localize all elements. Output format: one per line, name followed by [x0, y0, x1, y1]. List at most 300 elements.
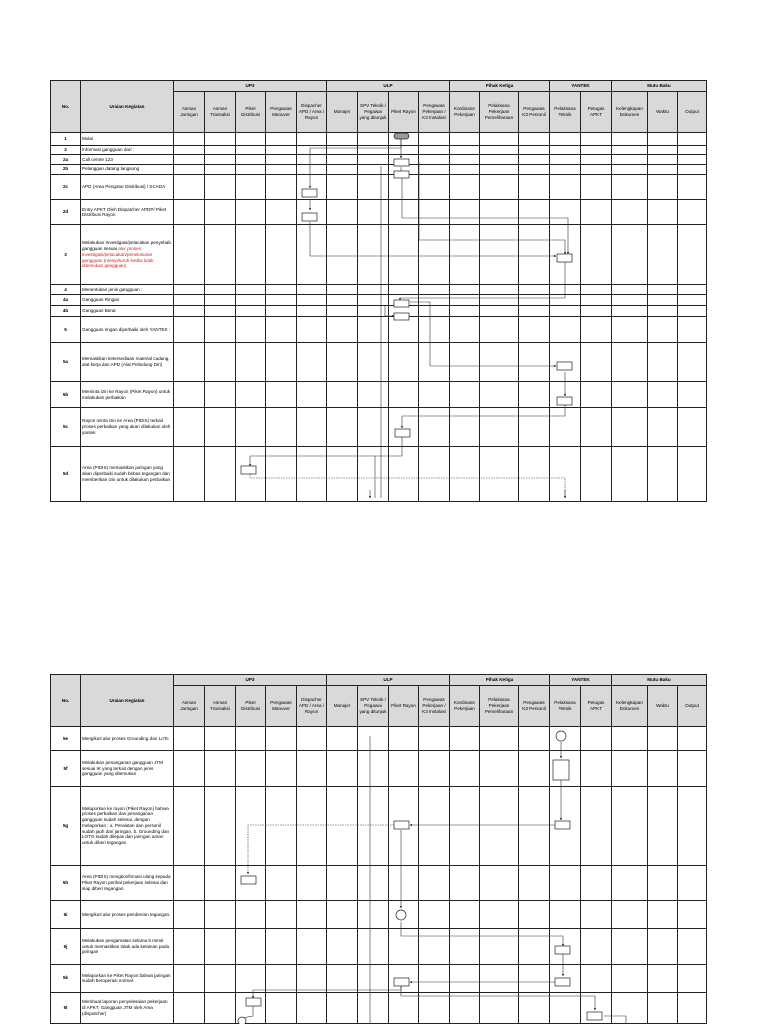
- lane-cell: [612, 164, 648, 174]
- lane-cell: [450, 408, 480, 447]
- step-description: [81, 965, 174, 992]
- lane-cell: [174, 305, 205, 316]
- step-number: 2d: [51, 200, 81, 225]
- lane-cell: [648, 786, 678, 865]
- lane-cell: [205, 992, 236, 1023]
- lane-cell: [236, 305, 266, 316]
- step-description: [81, 316, 174, 342]
- lane-cell: [297, 343, 327, 382]
- step-number: 4a: [51, 294, 81, 305]
- lane-cell: [519, 727, 550, 751]
- step-number: 5a: [51, 343, 81, 382]
- step-row-5: [51, 316, 707, 342]
- lane-cell: [419, 786, 450, 865]
- lane-cell: [205, 343, 236, 382]
- lane-cell: [612, 343, 648, 382]
- lane-cell: [648, 965, 678, 992]
- lane-cell: [205, 786, 236, 865]
- lane-cell: [266, 316, 297, 342]
- lane-cell: [358, 133, 389, 146]
- lane-cell: [327, 343, 358, 382]
- lane-cell: [266, 381, 297, 407]
- lane-cell: [205, 408, 236, 447]
- step-text: Gangguan ringan diperbaiki oleh YANTEK :: [82, 326, 171, 332]
- step-row-5k: [51, 965, 707, 992]
- role-header-piket-distribusi: Piket Distribusi: [236, 92, 266, 133]
- step-text: Mulai: [82, 136, 93, 142]
- lane-cell: [358, 865, 389, 900]
- lane-cell: [236, 174, 266, 199]
- lane-cell: [389, 174, 419, 199]
- lane-cell: [450, 865, 480, 900]
- step-text: Informasi gangguan dari :: [82, 147, 135, 153]
- lane-cell: [450, 965, 480, 992]
- lane-cell: [327, 155, 358, 165]
- step-row-2: [51, 146, 707, 155]
- header-uraian-kegiatan: Uraian Kegiatan: [81, 81, 174, 133]
- lane-cell: [236, 200, 266, 225]
- lane-cell: [389, 294, 419, 305]
- step-number: 5j: [51, 928, 81, 964]
- lane-cell: [419, 381, 450, 407]
- step-text: Gangguan Berat: [82, 307, 116, 313]
- group-up3: UP3: [174, 81, 327, 92]
- lane-cell: [174, 343, 205, 382]
- role-header-asman-jaringan: Asman Jaringan: [174, 92, 205, 133]
- lane-cell: [297, 146, 327, 155]
- lane-cell: [678, 294, 707, 305]
- lane-cell: [174, 928, 205, 964]
- step-text: Pelanggan datang langsung: [82, 166, 140, 172]
- lane-cell: [266, 284, 297, 294]
- lane-cell: [174, 316, 205, 342]
- step-number: 2c: [51, 174, 81, 199]
- lane-cell: [327, 284, 358, 294]
- lane-cell: [297, 305, 327, 316]
- step-number: 2: [51, 146, 81, 155]
- role-header-kelengkapan-dokumen: Kelengkapan Dokumen: [612, 92, 648, 133]
- step-text: Call centre 123: [82, 156, 113, 162]
- lane-cell: [389, 992, 419, 1023]
- lane-cell: [174, 133, 205, 146]
- lane-cell: [550, 316, 581, 342]
- lane-cell: [550, 146, 581, 155]
- lane-cell: [358, 965, 389, 992]
- group-pihak-ketiga: Pihak Ketiga: [450, 81, 550, 92]
- step-number: 5h: [51, 865, 81, 900]
- lane-cell: [297, 408, 327, 447]
- lane-cell: [236, 865, 266, 900]
- lane-cell: [266, 305, 297, 316]
- lane-cell: [236, 408, 266, 447]
- lane-cell: [174, 284, 205, 294]
- lane-cell: [480, 727, 519, 751]
- lane-cell: [480, 408, 519, 447]
- role-header-manajer: Manajer: [327, 92, 358, 133]
- step-text: Melaporkan ke Piket Rayon bahwa jaringan sudah beroperasi normal: [82, 972, 171, 984]
- role-header-kelengkapan-dokumen: Kelengkapan Dokumen: [612, 686, 648, 727]
- lane-cell: [358, 928, 389, 964]
- lane-cell: [419, 408, 450, 447]
- role-header-pelaksana-pekerjaan-pemeliharaan: Pelaksana Pekerjaan Pemeliharaan: [480, 686, 519, 727]
- lane-cell: [389, 343, 419, 382]
- lane-cell: [612, 928, 648, 964]
- lane-cell: [205, 133, 236, 146]
- lane-cell: [297, 865, 327, 900]
- step-description: [81, 381, 174, 407]
- lane-cell: [266, 294, 297, 305]
- lane-cell: [678, 928, 707, 964]
- lane-cell: [389, 164, 419, 174]
- role-header-asman-transaksi: Asman Transaksi: [205, 686, 236, 727]
- header-no: No.: [51, 81, 81, 133]
- step-row-5b: [51, 381, 707, 407]
- group-yantek: YANTEK: [550, 675, 612, 686]
- lane-cell: [450, 786, 480, 865]
- lane-cell: [327, 751, 358, 786]
- lane-cell: [297, 200, 327, 225]
- lane-cell: [519, 446, 550, 501]
- lane-cell: [419, 928, 450, 964]
- lane-cell: [266, 865, 297, 900]
- role-header-pelaksana-teknik: Pelaksana Teknik: [550, 92, 581, 133]
- lane-cell: [266, 786, 297, 865]
- step-text: Menentukan jenis gangguan :: [82, 286, 143, 292]
- lane-cell: [678, 786, 707, 865]
- step-description: [81, 155, 174, 165]
- lane-cell: [389, 928, 419, 964]
- lane-cell: [581, 225, 612, 284]
- lane-cell: [358, 155, 389, 165]
- lane-cell: [358, 294, 389, 305]
- lane-cell: [297, 446, 327, 501]
- lane-cell: [266, 727, 297, 751]
- lane-cell: [550, 865, 581, 900]
- lane-cell: [519, 965, 550, 992]
- step-number: 5d: [51, 446, 81, 501]
- lane-cell: [327, 133, 358, 146]
- lane-cell: [581, 284, 612, 294]
- lane-cell: [236, 992, 266, 1023]
- lane-cell: [678, 965, 707, 992]
- lane-cell: [358, 901, 389, 928]
- role-header-pelaksana-teknik: Pelaksana Teknik: [550, 686, 581, 727]
- step-text: Entry APKT Oleh Dispatcher APDP/ Piket Distribusi Rayon: [82, 206, 167, 218]
- role-header-piket-rayon: Piket Rayon: [389, 92, 419, 133]
- lane-cell: [205, 928, 236, 964]
- lane-cell: [174, 174, 205, 199]
- step-number: 5b: [51, 381, 81, 407]
- role-header-asman-jaringan: Asman Jaringan: [174, 686, 205, 727]
- lane-cell: [519, 928, 550, 964]
- lane-cell: [612, 408, 648, 447]
- lane-cell: [205, 865, 236, 900]
- step-row-5f: [51, 751, 707, 786]
- lane-cell: [581, 865, 612, 900]
- lane-cell: [550, 284, 581, 294]
- lane-cell: [450, 343, 480, 382]
- lane-cell: [266, 965, 297, 992]
- lane-cell: [297, 225, 327, 284]
- group-mutu-baku: Mutu Baku: [612, 675, 707, 686]
- lane-cell: [648, 446, 678, 501]
- lane-cell: [358, 200, 389, 225]
- step-text: Area (PIDIS) memastikan jaringan yang akan diperbaiki sudah bebas tegangan dan memberikan izin untuk dilakukan perbaikan: [82, 465, 171, 482]
- lane-cell: [358, 381, 389, 407]
- lane-cell: [205, 305, 236, 316]
- role-header-output: Output: [678, 686, 707, 727]
- lane-cell: [519, 786, 550, 865]
- lane-cell: [419, 446, 450, 501]
- step-row-5j: [51, 928, 707, 964]
- lane-cell: [480, 164, 519, 174]
- lane-cell: [297, 164, 327, 174]
- step-description: [81, 284, 174, 294]
- lane-cell: [297, 992, 327, 1023]
- lane-cell: [648, 225, 678, 284]
- lane-cell: [612, 381, 648, 407]
- role-header-waktu: Waktu: [648, 92, 678, 133]
- step-description: [81, 343, 174, 382]
- lane-cell: [480, 965, 519, 992]
- lane-cell: [358, 164, 389, 174]
- lane-cell: [581, 786, 612, 865]
- lane-cell: [419, 305, 450, 316]
- lane-cell: [450, 727, 480, 751]
- lane-cell: [480, 225, 519, 284]
- lane-cell: [327, 786, 358, 865]
- lane-cell: [678, 146, 707, 155]
- lane-cell: [480, 786, 519, 865]
- lane-cell: [450, 155, 480, 165]
- lane-cell: [419, 316, 450, 342]
- step-number: 5e: [51, 727, 81, 751]
- lane-cell: [236, 225, 266, 284]
- lane-cell: [174, 200, 205, 225]
- step-text: Area (PIDIS) mengkonfirmasi ulang kepada Piket Rayon perihal pekerjaan selesai dan siap diberi tegangan.: [82, 874, 171, 891]
- lane-cell: [480, 305, 519, 316]
- lane-cell: [450, 146, 480, 155]
- lane-cell: [480, 751, 519, 786]
- step-description: [81, 865, 174, 900]
- lane-cell: [550, 174, 581, 199]
- lane-cell: [480, 155, 519, 165]
- lane-cell: [389, 225, 419, 284]
- lane-cell: [358, 146, 389, 155]
- lane-cell: [389, 751, 419, 786]
- lane-cell: [519, 146, 550, 155]
- lane-cell: [450, 200, 480, 225]
- lane-cell: [297, 294, 327, 305]
- lane-cell: [519, 751, 550, 786]
- lane-cell: [648, 901, 678, 928]
- lane-cell: [174, 751, 205, 786]
- lane-cell: [174, 786, 205, 865]
- lane-cell: [519, 200, 550, 225]
- procedure-table-2: [50, 674, 707, 1024]
- step-text: Melakukan penanganan gangguan JTM sesuai IK yang terkait dengan jenis gangguan yang ditemukan: [82, 759, 163, 777]
- lane-cell: [480, 343, 519, 382]
- step-description: [81, 446, 174, 501]
- lane-cell: [678, 164, 707, 174]
- lane-cell: [612, 865, 648, 900]
- role-header-kordinator-pekerjaan: Kordinator Pekerjaan: [450, 92, 480, 133]
- lane-cell: [419, 284, 450, 294]
- lane-cell: [450, 294, 480, 305]
- lane-cell: [519, 155, 550, 165]
- lane-cell: [648, 928, 678, 964]
- lane-cell: [297, 133, 327, 146]
- lane-cell: [419, 200, 450, 225]
- role-header-pengawas-manuver: Pengawas Manuver: [266, 686, 297, 727]
- role-header-pelaksana-pekerjaan-pemeliharaan: Pelaksana Pekerjaan Pemeliharaan: [480, 92, 519, 133]
- lane-cell: [550, 446, 581, 501]
- step-description: [81, 200, 174, 225]
- lane-cell: [327, 294, 358, 305]
- lane-cell: [297, 174, 327, 199]
- lane-cell: [358, 225, 389, 284]
- lane-cell: [236, 316, 266, 342]
- lane-cell: [358, 174, 389, 199]
- lane-cell: [174, 155, 205, 165]
- lane-cell: [519, 408, 550, 447]
- lane-cell: [419, 294, 450, 305]
- lane-cell: [389, 381, 419, 407]
- lane-cell: [550, 155, 581, 165]
- lane-cell: [450, 133, 480, 146]
- lane-cell: [612, 146, 648, 155]
- step-number: 5l: [51, 992, 81, 1023]
- lane-cell: [519, 992, 550, 1023]
- step-text: Mengikuti alur proses Grounding dan LoTo: [82, 735, 169, 741]
- lane-cell: [519, 865, 550, 900]
- lane-cell: [581, 133, 612, 146]
- lane-cell: [550, 305, 581, 316]
- lane-cell: [266, 901, 297, 928]
- step-text: Memastikan ketersediaan material cadang, alat kerja dan APD (Alat Pelindung Diri): [82, 356, 170, 368]
- lane-cell: [236, 786, 266, 865]
- lane-cell: [266, 928, 297, 964]
- lane-cell: [266, 992, 297, 1023]
- role-header-pengawas-manuver: Pengawas Manuver: [266, 92, 297, 133]
- lane-cell: [389, 316, 419, 342]
- step-row-5g: [51, 786, 707, 865]
- lane-cell: [450, 164, 480, 174]
- role-header-pengawas-k3-personil: Pengawas K3 Personil: [519, 686, 550, 727]
- lane-cell: [648, 305, 678, 316]
- lane-cell: [550, 928, 581, 964]
- lane-cell: [236, 751, 266, 786]
- lane-cell: [678, 155, 707, 165]
- lane-cell: [205, 200, 236, 225]
- lane-cell: [480, 865, 519, 900]
- step-description: [81, 786, 174, 865]
- lane-cell: [358, 284, 389, 294]
- lane-cell: [236, 446, 266, 501]
- lane-cell: [266, 155, 297, 165]
- lane-cell: [648, 408, 678, 447]
- lane-cell: [419, 146, 450, 155]
- role-header-spv-teknik-pegawai-yang-ditunjuk: SPV Teknik / Pegawai yang ditunjuk: [358, 92, 389, 133]
- lane-cell: [450, 928, 480, 964]
- lane-cell: [236, 155, 266, 165]
- lane-cell: [648, 200, 678, 225]
- lane-cell: [236, 294, 266, 305]
- lane-cell: [236, 284, 266, 294]
- role-header-pengawas-pekerjaan-k3-instalasi: Pengawas Pekerjaan / K3 Instalasi: [419, 686, 450, 727]
- lane-cell: [205, 446, 236, 501]
- lane-cell: [550, 901, 581, 928]
- lane-cell: [581, 294, 612, 305]
- lane-cell: [266, 225, 297, 284]
- lane-cell: [480, 174, 519, 199]
- step-number: 4b: [51, 305, 81, 316]
- lane-cell: [581, 751, 612, 786]
- lane-cell: [581, 408, 612, 447]
- header-uraian-kegiatan: Uraian Kegiatan: [81, 675, 174, 727]
- lane-cell: [550, 133, 581, 146]
- step-text: Melakukan pengamatan selama 5 menit untuk memastikan tidak ada kelainan pada jaringan: [82, 937, 170, 955]
- lane-cell: [358, 751, 389, 786]
- lane-cell: [550, 200, 581, 225]
- lane-cell: [648, 155, 678, 165]
- lane-cell: [389, 146, 419, 155]
- lane-cell: [389, 305, 419, 316]
- lane-cell: [205, 155, 236, 165]
- role-header-petugas-apkt: Petugas APKT: [581, 92, 612, 133]
- lane-cell: [612, 751, 648, 786]
- lane-cell: [480, 928, 519, 964]
- lane-cell: [389, 786, 419, 865]
- lane-cell: [327, 200, 358, 225]
- lane-cell: [174, 901, 205, 928]
- lane-cell: [612, 225, 648, 284]
- lane-cell: [236, 381, 266, 407]
- lane-cell: [612, 155, 648, 165]
- lane-cell: [678, 446, 707, 501]
- lane-cell: [205, 381, 236, 407]
- lane-cell: [205, 164, 236, 174]
- lane-cell: [174, 146, 205, 155]
- lane-cell: [389, 965, 419, 992]
- lane-cell: [612, 305, 648, 316]
- step-row-2c: [51, 174, 707, 199]
- lane-cell: [174, 727, 205, 751]
- lane-cell: [419, 343, 450, 382]
- lane-cell: [174, 992, 205, 1023]
- lane-cell: [480, 200, 519, 225]
- lane-cell: [612, 294, 648, 305]
- step-row-5c: [51, 408, 707, 447]
- step-row-4b: [51, 305, 707, 316]
- lane-cell: [389, 284, 419, 294]
- role-header-piket-distribusi: Piket Distribusi: [236, 686, 266, 727]
- lane-cell: [480, 133, 519, 146]
- step-number: 2a: [51, 155, 81, 165]
- lane-cell: [450, 284, 480, 294]
- lane-cell: [266, 343, 297, 382]
- lane-cell: [205, 727, 236, 751]
- step-text: Mengikuti alur proses pemberian tegangan.: [82, 911, 171, 917]
- lane-cell: [450, 305, 480, 316]
- step-description: [81, 751, 174, 786]
- step-text-highlight: alur proses investigasi/pelacakan/penelusuran gangguan (menyeluruh ketika tidak ditemukan gangguan): [82, 246, 154, 269]
- step-number: 4: [51, 284, 81, 294]
- role-header-manajer: Manajer: [327, 686, 358, 727]
- lane-cell: [358, 992, 389, 1023]
- lane-cell: [174, 965, 205, 992]
- lane-cell: [419, 901, 450, 928]
